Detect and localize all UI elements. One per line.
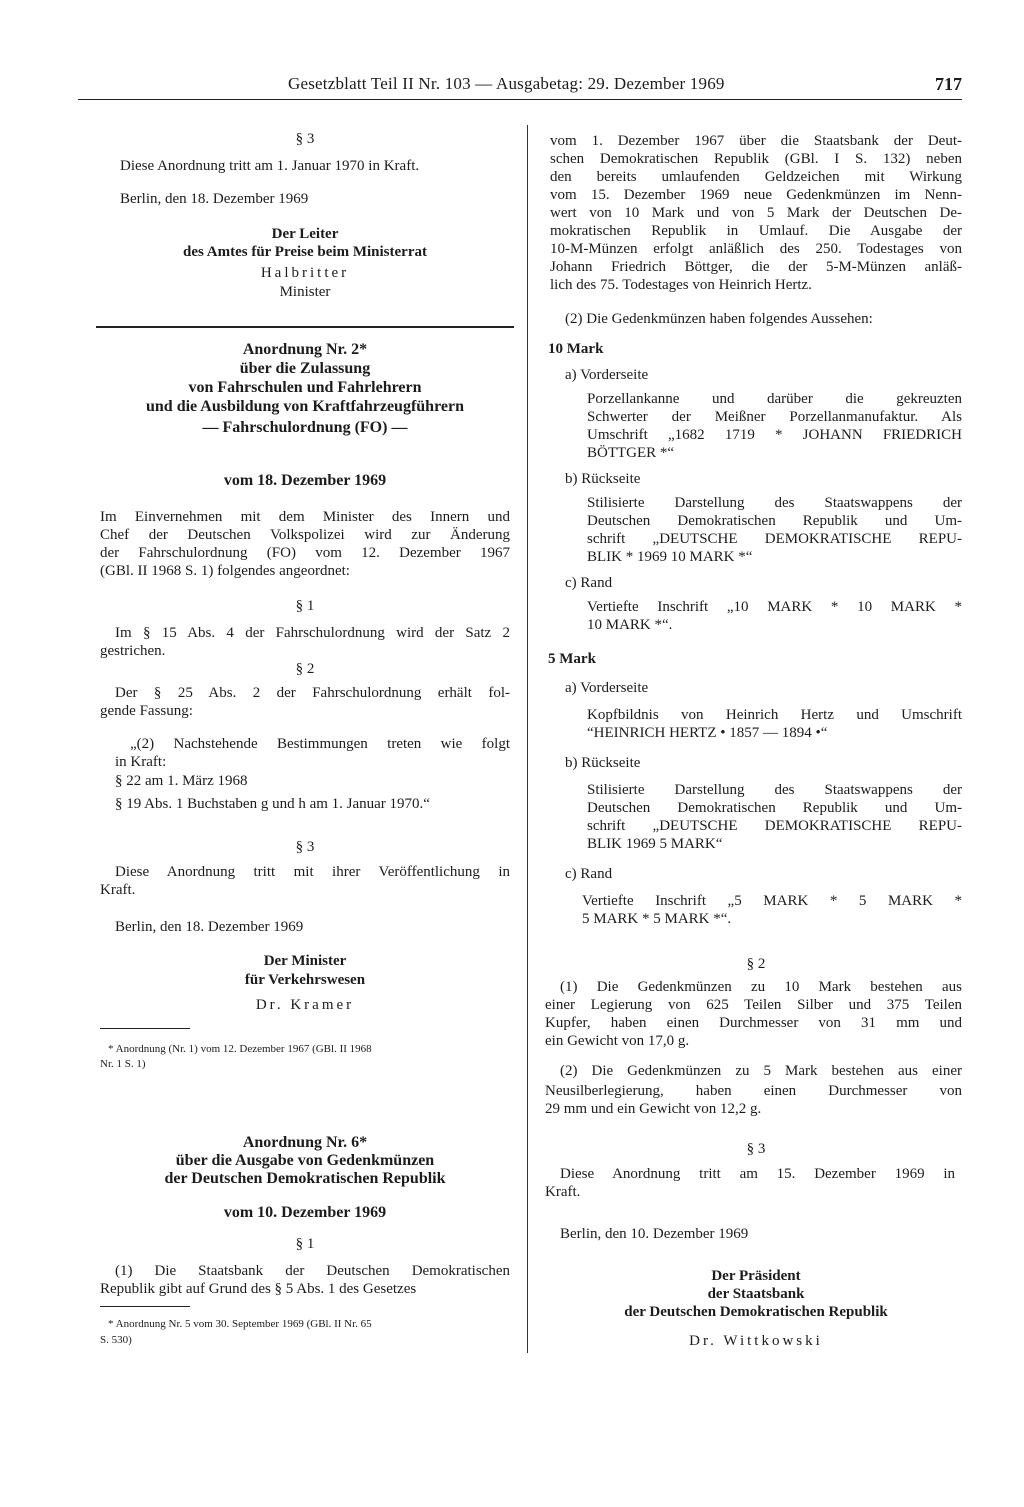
signature-name: Dr. Kramer (255, 997, 355, 1013)
item-line: schrift „DEUTSCHE DEMOKRATISCHE REPU- (587, 531, 962, 547)
quote-line: in Kraft: (115, 754, 167, 770)
column-divider (527, 125, 528, 1353)
ordinance-title: Anordnung Nr. 6* (242, 1134, 368, 1151)
section-heading: § 2 (295, 661, 315, 677)
signature-title: für Verkehrswesen (244, 972, 366, 988)
signature-title: des Amtes für Preise beim Ministerrat (183, 244, 427, 260)
header-rule (78, 99, 962, 100)
body-line: vom 15. Dezember 1969 neue Gedenkmünzen im Nenn- (550, 187, 962, 203)
page-number: 717 (935, 74, 962, 94)
signature-name: Dr. Wittkowski (689, 1333, 823, 1349)
body-line: Diese Anordnung tritt mit ihrer Veröffentlichung in (115, 864, 510, 880)
item-line: Porzellankanne und darüber die gekreuzten (587, 391, 962, 407)
signature-title: Der Minister (263, 953, 347, 969)
body-line: Der § 25 Abs. 2 der Fahrschulordnung erhält fol- (115, 685, 510, 701)
section-heading: § 3 (746, 1141, 766, 1157)
section-heading: § 1 (295, 1236, 315, 1252)
running-header (78, 74, 962, 104)
item-label: a) Vorderseite (565, 367, 649, 383)
body-line: schen Demokratischen Republik (GBl. I S. 132) neben (550, 151, 962, 167)
item-line: Deutschen Demokratischen Republik und Um- (587, 513, 962, 529)
body-line: Im § 15 Abs. 4 der Fahrschulordnung wird der Satz 2 (115, 625, 510, 641)
section-separator (96, 326, 514, 328)
footnote: S. 530) (100, 1334, 132, 1346)
item-line: Vertiefte Inschrift „5 MARK * 5 MARK * (582, 893, 962, 909)
signature-role: Minister (279, 284, 331, 300)
section-heading: § 3 (295, 839, 315, 855)
ordinance-title: und die Ausbildung von Kraftfahrzeugführern (146, 398, 464, 415)
body-line: den bereits umlaufenden Geldzeichen mit Wirkung (550, 169, 962, 185)
body-line: der Fahrschulordnung (FO) vom 12. Dezember 1967 (100, 545, 510, 561)
footnote: * Anordnung (Nr. 1) vom 12. Dezember 1967 (GBl. II 1968 (108, 1043, 372, 1055)
body-line: einer Legierung von 625 Teilen Silber und 375 Teilen (545, 997, 962, 1013)
place-date: Berlin, den 18. Dezember 1969 (115, 919, 304, 935)
item-line: BLIK * 1969 10 MARK *“ (587, 549, 753, 565)
item-label: a) Vorderseite (565, 680, 649, 696)
place-date: Berlin, den 18. Dezember 1969 (120, 191, 309, 207)
item-line: BLIK 1969 5 MARK“ (587, 836, 723, 852)
gazette-issue-title: Gesetzblatt Teil II Nr. 103 — Ausgabetag: 29. Dezember 1969 (288, 74, 725, 93)
signature-title: Der Präsident (711, 1268, 801, 1284)
signature-name: Halbritter (260, 265, 350, 281)
item-line: 5 MARK * 5 MARK *“. (582, 911, 732, 927)
body-line: vom 1. Dezember 1967 über die Staatsbank der Deut- (550, 133, 962, 149)
ordinance-title: über die Zulassung (239, 360, 371, 377)
signature-title: der Staatsbank (707, 1286, 805, 1302)
item-label: b) Rückseite (565, 755, 641, 771)
body-line: (2) Die Gedenkmünzen zu 5 Mark bestehen aus einer (560, 1063, 962, 1079)
footnote: * Anordnung Nr. 5 vom 30. September 1969 (GBl. II Nr. 65 (108, 1318, 372, 1330)
ordinance-title: von Fahrschulen und Fahrlehrern (188, 379, 422, 396)
item-label: c) Rand (565, 866, 613, 882)
ordinance-date: vom 10. Dezember 1969 (223, 1204, 387, 1221)
item-line: Kopfbildnis von Heinrich Hertz und Umschrift (587, 707, 962, 723)
item-line: Stilisierte Darstellung des Staatswappens der (587, 495, 962, 511)
ordinance-title: der Deutschen Demokratischen Republik (164, 1170, 446, 1187)
quote-line: „(2) Nachstehende Bestimmungen treten wie folgt (130, 736, 510, 752)
section-heading: § 2 (746, 956, 766, 972)
section-heading: § 3 (295, 131, 315, 147)
item-line: Stilisierte Darstellung des Staatswappens der (587, 782, 962, 798)
body-line: Im Einvernehmen mit dem Minister des Innern und (100, 509, 510, 525)
item-line: Vertiefte Inschrift „10 MARK * 10 MARK * (587, 599, 962, 615)
item-line: Schwerter der Meißner Porzellanmanufaktur. Als (587, 409, 962, 425)
body-line: (1) Die Staatsbank der Deutschen Demokratischen (115, 1263, 510, 1279)
body-line: Republik gibt auf Grund des § 5 Abs. 1 des Gesetzes (100, 1281, 417, 1297)
signature-title: Der Leiter (271, 226, 339, 242)
item-line: 10 MARK *“. (587, 617, 673, 633)
body-line: mokratischen Republik in Umlauf. Die Ausgabe der (550, 223, 962, 239)
footnote-rule (100, 1028, 190, 1029)
body-line: gende Fassung: (100, 703, 193, 719)
ordinance-date: vom 18. Dezember 1969 (223, 472, 387, 489)
place-date: Berlin, den 10. Dezember 1969 (560, 1226, 749, 1242)
ordinance-title: Anordnung Nr. 2* (242, 341, 368, 358)
quote-line: § 19 Abs. 1 Buchstaben g und h am 1. Januar 1970.“ (115, 796, 430, 812)
body-line: Diese Anordnung tritt am 15. Dezember 1969 in (560, 1166, 955, 1182)
item-line: “HEINRICH HERTZ • 1857 — 1894 •“ (587, 725, 828, 741)
coin-heading: 10 Mark (548, 341, 604, 357)
body-line: Kraft. (100, 882, 136, 898)
quote-line: § 22 am 1. März 1968 (115, 773, 248, 789)
footnote-rule (100, 1306, 190, 1307)
body-line: Kraft. (545, 1184, 581, 1200)
item-label: b) Rückseite (565, 471, 641, 487)
signature-title: der Deutschen Demokratischen Republik (624, 1304, 888, 1320)
ordinance-title: — Fahrschulordnung (FO) — (202, 419, 408, 436)
body-line: (2) Die Gedenkmünzen haben folgendes Aussehen: (565, 311, 873, 327)
body-line: gestrichen. (100, 643, 166, 659)
ordinance-title: über die Ausgabe von Gedenkmünzen (175, 1152, 435, 1169)
item-line: BÖTTGER *“ (587, 445, 675, 461)
body-line: Chef der Deutschen Volkspolizei wird zur Änderung (100, 527, 510, 543)
body-line: Neusilberlegierung, haben einen Durchmesser von (545, 1083, 962, 1099)
body-line: Johann Friedrich Böttger, die der 5-M-Münzen anläß- (550, 259, 962, 275)
paragraph-text: Diese Anordnung tritt am 1. Januar 1970 in Kraft. (120, 158, 420, 174)
body-line: (1) Die Gedenkmünzen zu 10 Mark bestehen aus (560, 979, 962, 995)
item-label: c) Rand (565, 575, 613, 591)
section-heading: § 1 (295, 598, 315, 614)
item-line: Umschrift „1682 1719 * JOHANN FRIEDRICH (587, 427, 962, 443)
item-line: Deutschen Demokratischen Republik und Um- (587, 800, 962, 816)
body-line: wert von 10 Mark und von 5 Mark der Deutschen De- (550, 205, 962, 221)
body-line: lich des 75. Todestages von Heinrich Hertz. (550, 277, 812, 293)
body-line: (GBl. II 1968 S. 1) folgendes angeordnet: (100, 563, 350, 579)
coin-heading: 5 Mark (548, 651, 596, 667)
body-line: 29 mm und ein Gewicht von 12,2 g. (545, 1101, 762, 1117)
body-line: ein Gewicht von 17,0 g. (545, 1033, 690, 1049)
body-line: Kupfer, haben einen Durchmesser von 31 mm und (545, 1015, 962, 1031)
footnote: Nr. 1 S. 1) (100, 1058, 146, 1070)
body-line: 10-M-Münzen erfolgt anläßlich des 250. Todestages von (550, 241, 962, 257)
item-line: schrift „DEUTSCHE DEMOKRATISCHE REPU- (587, 818, 962, 834)
